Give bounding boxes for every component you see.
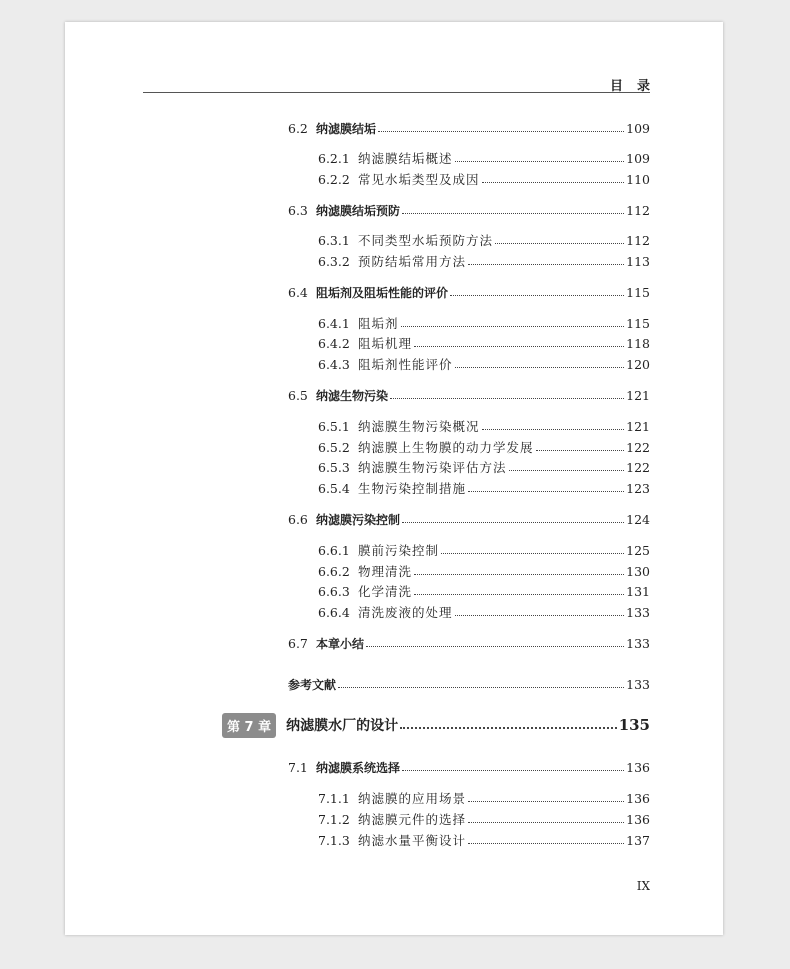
toc-entry[interactable] (288, 757, 650, 777)
dot-leader (400, 727, 617, 729)
dot-leader (468, 491, 624, 492)
entry-number: 6.7 (288, 635, 308, 651)
entry-title: 化学清洗 (358, 584, 413, 599)
toc-entry[interactable] (288, 633, 650, 653)
entry-title: 阻垢剂 (358, 316, 399, 331)
toc-entry[interactable] (318, 333, 650, 353)
entry-title: 阻垢机理 (358, 336, 413, 351)
dot-leader (450, 295, 624, 296)
page-ref: 112 (626, 232, 650, 248)
toc-entry[interactable] (288, 282, 650, 302)
toc-entry[interactable] (318, 313, 650, 333)
toc-entry[interactable] (318, 830, 650, 850)
entry-number: 6.6.4 (318, 604, 350, 620)
page-ref: 109 (626, 120, 650, 136)
toc-entry[interactable] (318, 230, 650, 250)
entry-title: 纳滤膜生物污染概况 (358, 419, 480, 434)
entry-number: 7.1.1 (318, 790, 350, 806)
page-ref: 123 (626, 480, 650, 496)
entry-title: 生物污染控制措施 (358, 481, 467, 496)
dot-leader (402, 770, 624, 771)
entry-number: 6.5.1 (318, 418, 350, 434)
entry-title: 参考文献 (288, 677, 337, 692)
toc-entry[interactable] (318, 581, 650, 601)
entry-title: 阻垢剂及阻垢性能的评价 (316, 285, 449, 300)
entry-number: 6.5.2 (318, 439, 350, 455)
dot-leader (468, 801, 624, 802)
page-ref: 118 (626, 335, 650, 351)
entry-title: 纳滤膜污染控制 (316, 512, 401, 527)
toc-entry[interactable] (318, 148, 650, 168)
dot-leader (390, 398, 624, 399)
entry-number: 6.2.1 (318, 150, 350, 166)
entry-number: 7.1.2 (318, 811, 350, 827)
toc-entry[interactable] (318, 540, 650, 560)
entry-title: 常见水垢类型及成因 (358, 172, 480, 187)
dot-leader (509, 470, 625, 471)
toc-entry[interactable] (318, 416, 650, 436)
chapter-badge: 第 7 章 (222, 713, 276, 738)
page-number: IX (636, 879, 650, 893)
page-ref: 130 (626, 563, 650, 579)
entry-number: 6.6.3 (318, 583, 350, 599)
entry-number: 6.5 (288, 387, 308, 403)
dot-leader (441, 553, 624, 554)
entry-number: 7.1 (288, 759, 308, 775)
page-ref: 133 (626, 676, 650, 692)
page-ref: 122 (626, 459, 650, 475)
entry-number: 6.2 (288, 120, 308, 136)
page-ref: 109 (626, 150, 650, 166)
page-ref: 122 (626, 439, 650, 455)
page-ref: 115 (626, 315, 650, 331)
entry-title: 纳滤膜元件的选择 (358, 812, 467, 827)
page-ref: 115 (626, 284, 650, 300)
entry-title: 纳滤膜生物污染评估方法 (358, 460, 507, 475)
page-ref: 137 (626, 832, 650, 848)
entry-number: 6.4.3 (318, 356, 350, 372)
entry-title: 纳滤膜上生物膜的动力学发展 (358, 440, 534, 455)
dot-leader (482, 429, 625, 430)
toc-entry[interactable] (318, 602, 650, 622)
entry-title: 不同类型水垢预防方法 (358, 233, 494, 248)
page-ref: 110 (626, 171, 650, 187)
toc-entry[interactable] (318, 561, 650, 581)
entry-title: 纳滤生物污染 (316, 388, 389, 403)
entry-title: 本章小结 (316, 636, 365, 651)
entry-number: 6.3.2 (318, 253, 350, 269)
entry-title: 纳滤水量平衡设计 (358, 833, 467, 848)
entry-title: 清洗废液的处理 (358, 605, 453, 620)
page-ref: 121 (626, 418, 650, 434)
entry-title: 纳滤膜水厂的设计 (286, 718, 399, 734)
dot-leader (414, 594, 624, 595)
toc-entry[interactable] (318, 169, 650, 189)
dot-leader (338, 687, 624, 688)
page-ref: 135 (618, 716, 650, 734)
dot-leader (378, 131, 624, 132)
entry-title: 纳滤膜结垢预防 (316, 203, 401, 218)
dot-leader (468, 822, 624, 823)
toc-entry[interactable] (318, 251, 650, 271)
dot-leader (366, 646, 624, 647)
dot-leader (414, 346, 624, 347)
entry-number: 6.5.4 (318, 480, 350, 496)
entry-title: 纳滤膜系统选择 (316, 760, 401, 775)
page-ref: 136 (626, 790, 650, 806)
entry-number: 6.4 (288, 284, 308, 300)
toc-entry[interactable] (318, 457, 650, 477)
toc-entry[interactable] (318, 788, 650, 808)
page-ref: 133 (626, 635, 650, 651)
page-ref: 136 (626, 811, 650, 827)
entry-title: 膜前污染控制 (358, 543, 440, 558)
dot-leader (414, 574, 624, 575)
entry-number: 6.3 (288, 202, 308, 218)
page-ref: 125 (626, 542, 650, 558)
toc-entry[interactable] (288, 674, 650, 694)
dot-leader (455, 615, 625, 616)
entry-number: 6.6 (288, 511, 308, 527)
entry-number: 6.4.1 (318, 315, 350, 331)
dot-leader (468, 264, 624, 265)
entry-number: 6.2.2 (318, 171, 350, 187)
dot-leader (402, 522, 624, 523)
page-ref: 120 (626, 356, 650, 372)
page-ref: 133 (626, 604, 650, 620)
toc-entry[interactable] (318, 437, 650, 457)
entry-title: 预防结垢常用方法 (358, 254, 467, 269)
dot-leader (455, 161, 625, 162)
page-ref: 131 (626, 583, 650, 599)
entry-title: 纳滤膜结垢概述 (358, 151, 453, 166)
toc-chapter-entry[interactable] (222, 713, 650, 737)
dot-leader (455, 367, 625, 368)
entry-number: 6.3.1 (318, 232, 350, 248)
page-ref: 112 (626, 202, 650, 218)
dot-leader (468, 843, 624, 844)
running-header: 目录 (609, 79, 664, 94)
toc-entry[interactable] (318, 354, 650, 374)
page-ref: 136 (626, 759, 650, 775)
toc-entry[interactable] (318, 478, 650, 498)
toc-entry[interactable] (288, 200, 650, 220)
dot-leader (402, 213, 624, 214)
page-ref: 124 (626, 511, 650, 527)
toc-entry[interactable] (318, 809, 650, 829)
toc-entry[interactable] (288, 509, 650, 529)
entry-number: 6.5.3 (318, 459, 350, 475)
dot-leader (536, 450, 625, 451)
entry-number: 6.4.2 (318, 335, 350, 351)
page-ref: 113 (626, 253, 650, 269)
dot-leader (482, 182, 625, 183)
entry-title: 物理清洗 (358, 564, 413, 579)
entry-number: 7.1.3 (318, 832, 350, 848)
entry-number: 6.6.2 (318, 563, 350, 579)
dot-leader (495, 243, 624, 244)
header-rule (143, 92, 650, 93)
entry-title: 阻垢剂性能评价 (358, 357, 453, 372)
entry-number: 6.6.1 (318, 542, 350, 558)
page-ref: 121 (626, 387, 650, 403)
dot-leader (401, 326, 625, 327)
toc-entry[interactable] (288, 118, 650, 138)
entry-title: 纳滤膜结垢 (316, 121, 377, 136)
toc-entry[interactable] (288, 385, 650, 405)
entry-title: 纳滤膜的应用场景 (358, 791, 467, 806)
